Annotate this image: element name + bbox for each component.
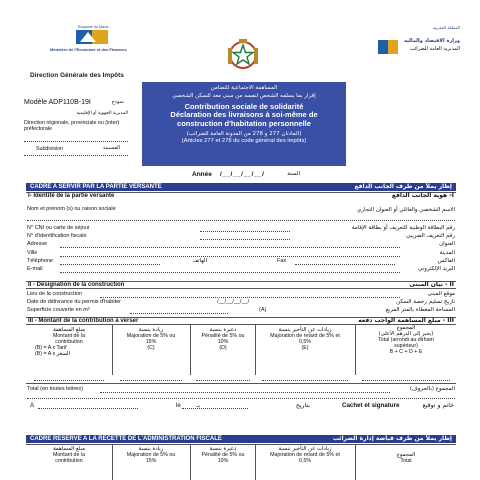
identity-email-line[interactable] — [60, 272, 400, 273]
identity-name-line[interactable] — [27, 220, 455, 221]
identity-if-label-ar: رقم التعريف الضريبي — [405, 233, 455, 239]
year-input[interactable]: /__/__/__/__/ — [220, 171, 265, 178]
total-letters-label-ar: المجموع (بالحروف) — [409, 386, 455, 392]
amount-input-penalite[interactable] — [196, 380, 250, 381]
construction-place-line[interactable] — [100, 297, 400, 298]
place-a-label: A — [30, 402, 35, 409]
identity-phone-mid-ar: الهاتف — [192, 258, 207, 264]
place-a-label-ar: بـ — [196, 402, 200, 409]
amount-col-total-formula: B + C + D + E — [389, 349, 423, 356]
title-line-fr-2: Déclaration des livraisons à soi-même de — [170, 110, 318, 120]
left-ministry-name: Ministère de l'Économie et des Finances — [50, 47, 127, 52]
identity-email-label: E-mail — [27, 266, 43, 272]
admin-col-divider-2 — [190, 444, 191, 480]
right-header — [360, 26, 460, 53]
direction-label-fr: Direction régionale, provinciale ou (inter) préfectorale — [24, 120, 120, 133]
admin-col-retard-ar: زيادات عن التأخير بنسبة — [278, 446, 332, 452]
identity-fax-label: Fax — [277, 258, 287, 264]
ministry-emblem-left-icon — [76, 28, 110, 46]
amount-table-bottom — [26, 383, 456, 384]
amount-col-majoration — [114, 327, 188, 351]
construction-area-line[interactable] — [130, 313, 228, 314]
subdivision-label: Subdivision — [36, 146, 64, 152]
admin-col-divider-4 — [355, 444, 356, 480]
section-amount-ar: III - مبلغ المساهمة الواجب دفعه — [358, 317, 454, 324]
section-construction-header — [26, 281, 456, 289]
identity-row-name[interactable] — [27, 206, 455, 212]
admin-col-contribution-ar: مبلغ المساهمة — [53, 446, 85, 452]
admin-col-penalite — [192, 446, 254, 464]
amount-col-penalite-fr: Pénalité de 5% ou 10% — [201, 333, 245, 346]
subdivision-label-ar: القسيمة — [103, 145, 120, 151]
amount-col-total-ar: المجموع — [396, 325, 416, 331]
model-label-ar: نموذج — [111, 99, 124, 105]
amount-col-majoration-fr: Majoration de 5% ou 15% — [126, 333, 176, 346]
moroccan-coat-of-arms-icon — [226, 38, 260, 72]
amount-col-penalite-letter: (D) — [219, 345, 227, 352]
amount-col-contribution-fr: Montant de la contribution — [52, 333, 86, 346]
identity-city-label-ar: المدينة — [439, 250, 455, 256]
admin-col-contribution-fr: Montant de la contribution — [52, 452, 86, 465]
date-label-ar: بتاريخ — [295, 402, 310, 409]
construction-area-mark: (A) — [259, 307, 267, 313]
construction-area-label: Superficie couverte en m² — [27, 307, 90, 313]
amount-col-contribution-ar: مبلغ المساهمة — [53, 327, 85, 333]
admin-col-contribution — [27, 446, 111, 464]
title-line-fr-3: construction d'habitation personnelle — [177, 118, 311, 128]
amount-col-retard-letter: (E) — [301, 345, 309, 352]
signature-label-ar: خاتم و توقيع — [422, 402, 454, 409]
admin-col-divider-1 — [112, 444, 113, 480]
date-input[interactable] — [182, 408, 248, 409]
section-identity-header — [26, 192, 456, 200]
identity-fax-line[interactable] — [295, 264, 395, 265]
left-logo — [36, 25, 136, 68]
identity-city-line[interactable] — [60, 256, 400, 257]
title-box — [142, 82, 346, 166]
partie-versante-bar-fr: CADRE A SERVIR PAR LA PARTIE VERSANTE — [30, 184, 162, 190]
direction-line — [24, 141, 128, 142]
identity-name-label-ar: الاسم الشخصي والعائلي أو العنوان التجاري — [357, 207, 455, 213]
admin-col-penalite-fr: Pénalité de 5% ou 10% — [201, 452, 245, 465]
amount-col-divider-3 — [255, 325, 256, 375]
section-amount-header — [26, 317, 456, 325]
subdivision-line — [24, 155, 128, 156]
admin-col-total — [357, 452, 455, 464]
left-directorate: Direction Générale des Impôts — [30, 72, 124, 79]
construction-area-label-ar: المساحة المغطاة بالمتر المربع — [385, 307, 455, 313]
admin-col-divider-3 — [255, 444, 256, 480]
identity-cni-line[interactable] — [200, 231, 290, 232]
identity-name-label: Nom et prénom (s) ou raison sociale — [27, 206, 116, 212]
identity-phone-line[interactable] — [60, 264, 160, 265]
construction-row-date[interactable] — [27, 299, 455, 305]
admin-col-majoration-fr: Majoration de 5% ou 15% — [126, 452, 176, 465]
section-construction-ar: II - بيان المبنى — [409, 281, 454, 288]
direction-label-ar: المديرية الجهوية أو الإقليمية — [76, 111, 128, 116]
section-construction-fr: II - Désignation de la construction — [28, 282, 125, 288]
amount-col-majoration-ar: زيادة بنسبة — [138, 327, 164, 333]
amount-col-contribution-formula: (B) = A x Tarif — [35, 345, 67, 352]
construction-date-input[interactable]: /__/__/__/__/ — [217, 299, 250, 305]
partie-versante-bar-ar: إطار يملأ من طرف الجانب الدافع — [354, 183, 452, 190]
ministry-emblem-right-icon — [378, 40, 400, 54]
identity-if-line[interactable] — [200, 239, 290, 240]
total-letters-line-2[interactable] — [27, 398, 455, 399]
section-identity-fr: I- Identité de la partie versante — [28, 193, 115, 199]
admin-col-penalite-ar: ذعيرة بنسبة — [209, 446, 237, 452]
section-amount-fr: III - Montant de la contribution à verser — [28, 318, 139, 324]
admin-bar — [26, 435, 456, 443]
construction-place-label-ar: موقع المبنى — [427, 291, 455, 297]
amount-col-divider-1 — [112, 325, 113, 375]
right-ministry-name: وزارة الاقتصاد والمالية — [403, 37, 460, 44]
title-line-ar-1: المساهمة الاجتماعية للتضامن — [210, 85, 278, 91]
model-label: Modèle ADP110B-19I — [24, 99, 91, 106]
amount-col-majoration-letter: (C) — [147, 345, 155, 352]
title-line-fr-4: (Articles 277 et 278 du code général des impôts) — [181, 137, 307, 144]
amount-col-contribution-formula-ar: (B) = A x السعر — [35, 351, 70, 358]
left-small-title: Royaume du Maroc — [78, 25, 109, 29]
amount-col-total — [357, 325, 455, 355]
identity-fax-label-ar: الفاكس — [437, 258, 455, 264]
amount-col-total-ar2: (يجبر إلى الدرهم الأعلى) — [378, 331, 434, 338]
amount-col-retard-fr: Majoration de retard de 5% et 0,5% — [270, 333, 340, 346]
identity-email-label-ar: البريد الإلكتروني — [418, 266, 455, 272]
admin-table-top — [26, 444, 456, 445]
amount-input-majoration[interactable] — [120, 380, 182, 381]
amount-col-contribution — [27, 327, 111, 357]
admin-col-retard — [257, 446, 353, 464]
year-label-ar: السنة — [287, 171, 300, 177]
year-label: Année — [192, 171, 212, 178]
identity-cni-label-ar: رقم البطاقة الوطنية للتعريف أو بطاقة الإقامة — [351, 225, 455, 231]
identity-city-label: Ville — [27, 250, 38, 256]
title-line-fr-1: Contribution sociale de solidarité — [184, 101, 304, 111]
total-letters-label: Total (en toutes lettres) — [27, 386, 83, 392]
construction-place-label: Lieu de la construction — [27, 291, 83, 297]
partie-versante-bar — [26, 183, 456, 191]
identity-address-label: Adresse — [27, 241, 48, 247]
amount-col-penalite-ar: ذعيرة بنسبة — [209, 327, 237, 333]
place-input[interactable] — [38, 408, 138, 409]
admin-bar-ar: إطار يملأ من طرف قباضة إدارة الضرائب — [332, 435, 452, 442]
admin-col-retard-fr: Majoration de retard de 5% et 0,5% — [270, 452, 340, 465]
identity-if-label: N° d'identification fiscale — [27, 233, 87, 239]
admin-col-majoration-ar: زيادة بنسبة — [138, 446, 164, 452]
title-line-ar-2: إقرار بما يسلمه الشخص لنفسه من مبنى معد للسكن الشخصي — [172, 93, 316, 100]
construction-row-area[interactable] — [27, 307, 455, 313]
right-directorate: المديرية العامة للضرائب — [410, 46, 460, 53]
total-letters-line[interactable] — [100, 392, 390, 393]
identity-cni-label: N° CNI ou carte de séjour — [27, 225, 90, 231]
amount-input-retard[interactable] — [262, 380, 348, 381]
amount-col-divider-2 — [190, 325, 191, 375]
amount-input-contribution[interactable] — [34, 380, 104, 381]
title-line-ar-3: (المادتان 277 و 278 من المدونة العامة للضرائب) — [186, 130, 302, 137]
construction-date-label: Date de délivrance du permis d'habiter — [27, 299, 121, 305]
amount-input-total[interactable] — [362, 380, 450, 381]
amount-col-total-fr: Total (arrondi au dirham supérieur) — [378, 337, 434, 350]
section-identity-ar: I- هوية الجانب الدافع — [391, 192, 454, 199]
construction-date-label-ar: تاريخ تسليم رخصة السكن — [396, 299, 455, 305]
amount-col-retard-ar: زيادات عن التأخير بنسبة — [278, 327, 332, 333]
amount-col-divider-4 — [355, 325, 356, 375]
date-le-label: le — [176, 402, 181, 409]
signature-label: Cachet et signature — [342, 402, 400, 409]
admin-col-total-ar: المجموع — [396, 452, 416, 458]
amount-col-penalite — [192, 327, 254, 351]
admin-col-total-fr: Total — [400, 458, 412, 465]
identity-address-line[interactable] — [60, 247, 400, 248]
identity-address-label-ar: العنوان — [439, 241, 455, 247]
admin-bar-fr: CADRE RESERVE A LA RECETTE DE L'ADMINISTRATION FISCALE — [30, 436, 222, 442]
right-small-title: المملكة المغربية — [432, 25, 460, 30]
admin-col-majoration — [114, 446, 188, 464]
amount-col-retard — [257, 327, 353, 351]
identity-phone-label: Téléphone — [27, 258, 53, 264]
